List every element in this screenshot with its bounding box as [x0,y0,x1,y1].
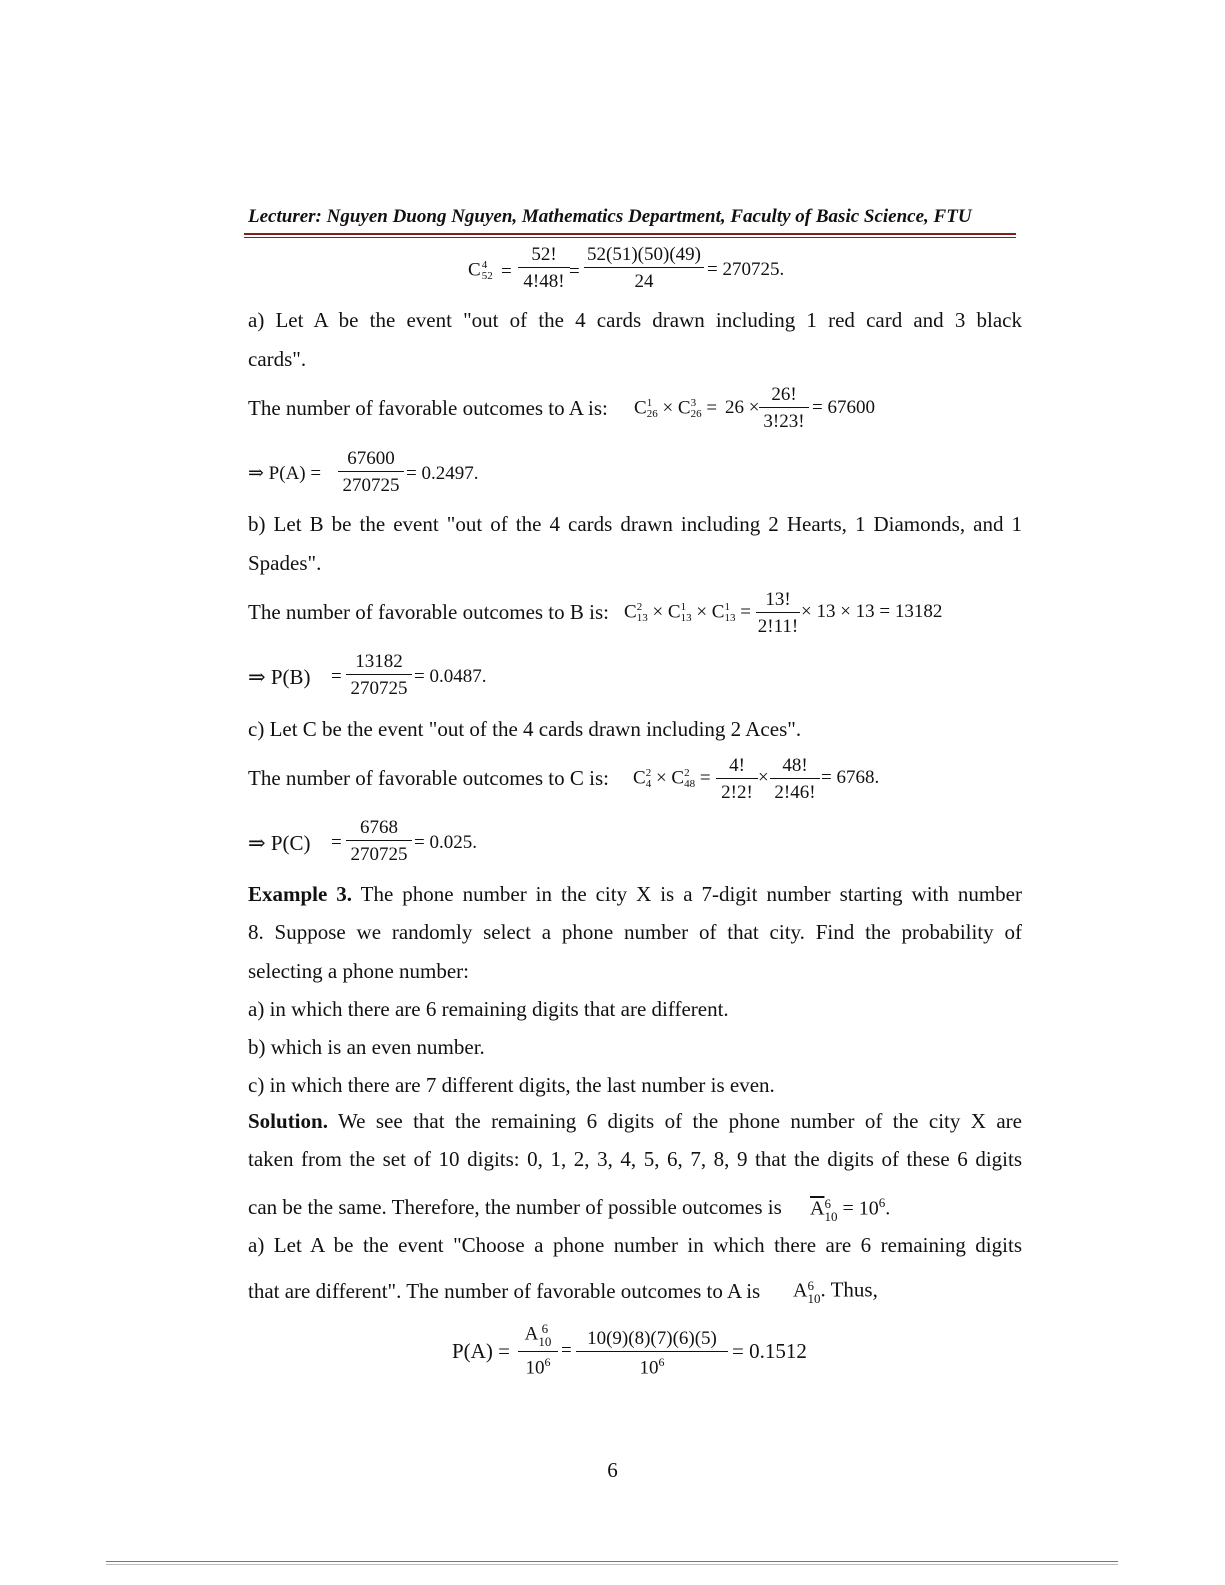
fraction-factorial: $\frac{13!}{2!11!}$ [757,589,799,637]
probability-result: = 0.2497. [406,463,479,484]
fraction-arrangement: A 6 10 $10^6$ [518,1322,558,1377]
combination-expression: C 2 13 × C 1 13 × C 1 13 = [624,601,751,624]
page-number: 6 [607,1458,618,1482]
combination-symbol: C 4 52 [468,259,493,282]
probability-result: = 0.025. [414,832,477,853]
fraction-probability: $\frac{13182}{270725}$ [346,652,412,698]
fraction-factorial: $\frac{26!}{3!23!}$ [759,385,809,431]
equals-sign: = [501,261,512,282]
example-3-item-c: c) in which there are 7 different digits, the last number is even. [248,1073,775,1097]
header-rule-thin [244,237,1016,238]
example-label: Example 3. [248,882,353,906]
part-a-statement-cont: cards". [248,347,307,371]
equation-result: = 6768. [821,767,880,788]
fraction-factorial: $\frac{52!}{4!48!}$ [518,245,570,291]
solution-statement: Solution. We see that the remaining 6 digits of the phone number of the city X are [248,1109,1022,1133]
solution-part-a: a) Let A be the event "Choose a phone number in which there are 6 remaining digits [248,1233,1022,1257]
probability-result: = 0.0487. [414,666,487,687]
part-a-statement: a) Let A be the event "out of the 4 cards drawn including 1 red card and 3 black [248,308,1022,332]
final-result: = 0.1512 [732,1339,807,1363]
arrangement-with-repetition: $\overline{A}$ 6 10 = $10^6$. [810,1195,891,1225]
solution-label: Solution. [248,1109,328,1133]
part-c-statement: c) Let C be the event "out of the 4 cards drawn including 2 Aces". [248,717,802,741]
arrangement-symbol: A 6 10 . Thus, [793,1277,878,1306]
part-b-statement-cont: Spades". [248,551,322,575]
example-3-item-a: a) in which there are 6 remaining digits that are different. [248,997,729,1021]
equation-result: = 270725. [707,259,785,280]
fraction-probability: $\frac{67600}{270725}$ [338,449,404,495]
equation-result: = 67600 [812,397,875,418]
example-3-statement-cont: 8. Suppose we randomly select a phone number of that city. Find the probability of [248,920,1022,944]
footer-rule-light [106,1564,1118,1565]
example-3-item-b: b) which is an even number. [248,1035,485,1059]
combination-expression: C 1 26 × C 3 26 = [634,397,718,420]
fraction-product: $\frac{52(51)(50)(49)}{24}$ [584,245,704,291]
equals-sign: = [569,261,580,282]
example-3-statement-end: selecting a phone number: [248,959,470,983]
document-header: Lecturer: Nguyen Duong Nguyen, Mathematics Department, Faculty of Basic Science, FTU [248,206,972,227]
solution-statement-cont: taken from the set of 10 digits: 0, 1, 2, 3, 4, 5, 6, 7, 8, 9 that the digits of these 6 digits [248,1147,1022,1171]
fraction-factorial: $\frac{48!}{2!46!}$ [770,756,820,802]
fraction-factorial: $\frac{4!}{2!2!}$ [716,756,758,802]
fraction-probability: $\frac{6768}{270725}$ [346,818,412,864]
header-rule [244,233,1016,235]
combination-expression: C 2 4 × C 2 48 = [633,767,711,790]
equation-result: × 13 × 13 = 13182 [801,601,943,622]
part-b-statement: b) Let B be the event "out of the 4 cards drawn including 2 Hearts, 1 Diamonds, and 1 [248,512,1022,536]
example-3-statement: Example 3. The phone number in the city X is a 7-digit number starting with number [248,882,1022,906]
fraction-product: $\frac{10(9)(8)(7)(6)(5)}{10^6}$ [576,1329,728,1377]
footer-rule [106,1561,1118,1562]
